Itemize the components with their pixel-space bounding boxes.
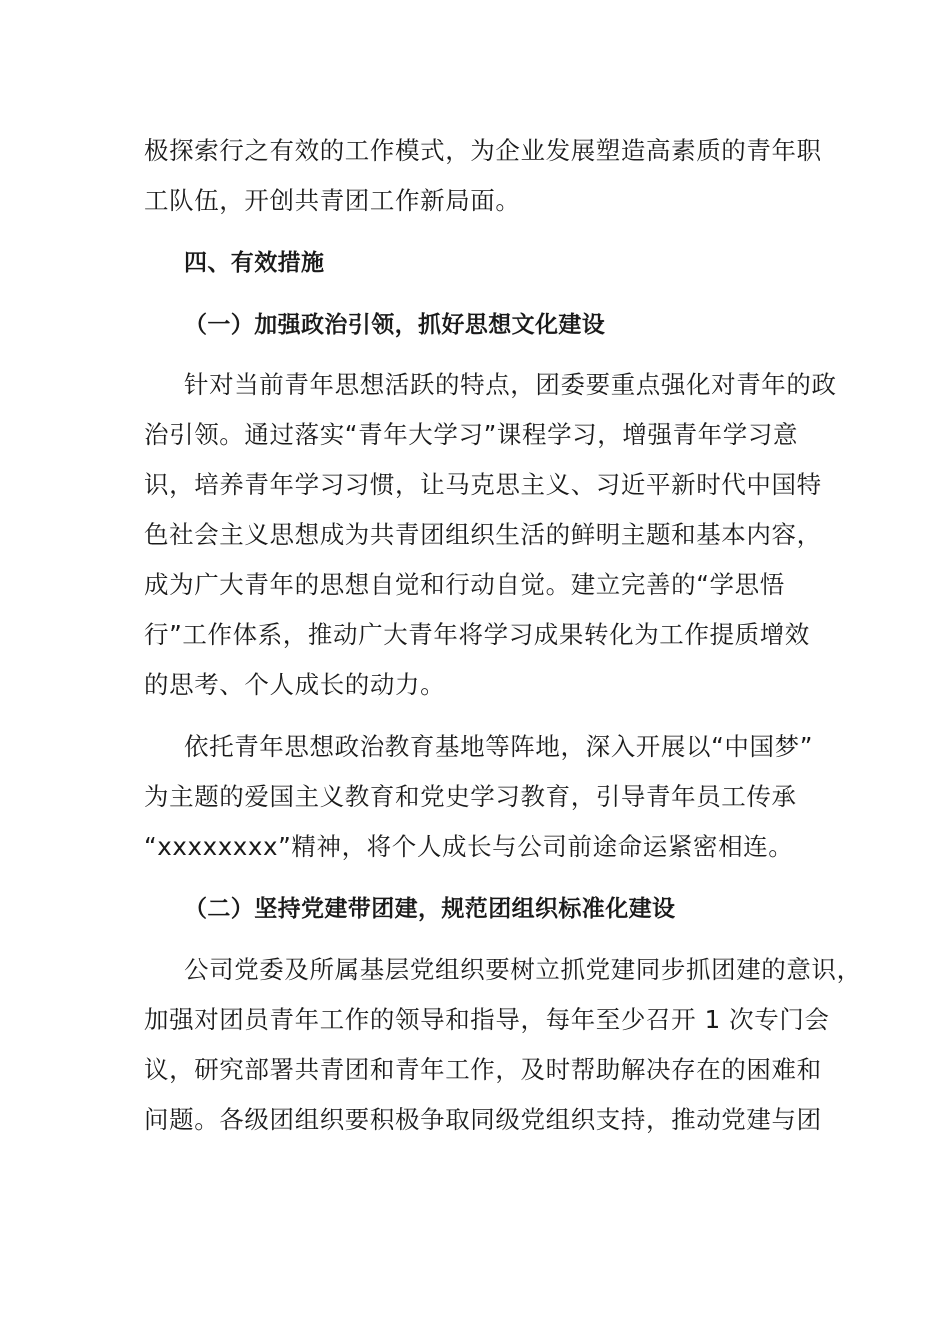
paragraph-line: 针对当前青年思想活跃的特点，团委要重点强化对青年的政	[184, 370, 837, 399]
paragraph-line: 问题。各级团组织要积极争取同级党组织支持，推动党建与团	[144, 1105, 822, 1134]
paragraph-line: 治引领。通过落实“青年大学习”课程学习，增强青年学习意	[144, 420, 799, 449]
paragraph-line: 依托青年思想政治教育基地等阵地，深入开展以“中国梦”	[184, 732, 813, 761]
paragraph-line: 公司党委及所属基层党组织要树立抓党建同步抓团建的意识，	[184, 955, 862, 984]
paragraph-line: “xxxxxxxx”精神，将个人成长与公司前途命运紧密相连。	[144, 832, 794, 861]
paragraph-line: 行”工作体系，推动广大青年将学习成果转化为工作提质增效	[144, 620, 810, 649]
subsection-heading: （二）坚持党建带团建，规范团组织标准化建设	[184, 896, 676, 922]
paragraph-line: 色社会主义思想成为共青团组织生活的鲜明主题和基本内容，	[144, 520, 822, 549]
paragraph-line: 成为广大青年的思想自觉和行动自觉。建立完善的“学思悟	[144, 570, 785, 599]
paragraph-line: 识，培养青年学习习惯，让马克思主义、习近平新时代中国特	[144, 470, 822, 499]
section-heading: 四、有效措施	[184, 250, 325, 276]
paragraph-line: 为主题的爱国主义教育和党史学习教育，引导青年员工传承	[144, 782, 797, 811]
subsection-heading: （一）加强政治引领，抓好思想文化建设	[184, 312, 606, 338]
paragraph-line: 的思考、个人成长的动力。	[144, 670, 446, 699]
paragraph-line: 加强对团员青年工作的领导和指导，每年至少召开 1 次专门会	[144, 1005, 830, 1034]
text-line: 极探索行之有效的工作模式，为企业发展塑造高素质的青年职	[144, 136, 822, 165]
paragraph-line: 议，研究部署共青团和青年工作，及时帮助解决存在的困难和	[144, 1055, 822, 1084]
text-line: 工队伍，开创共青团工作新局面。	[144, 186, 521, 215]
